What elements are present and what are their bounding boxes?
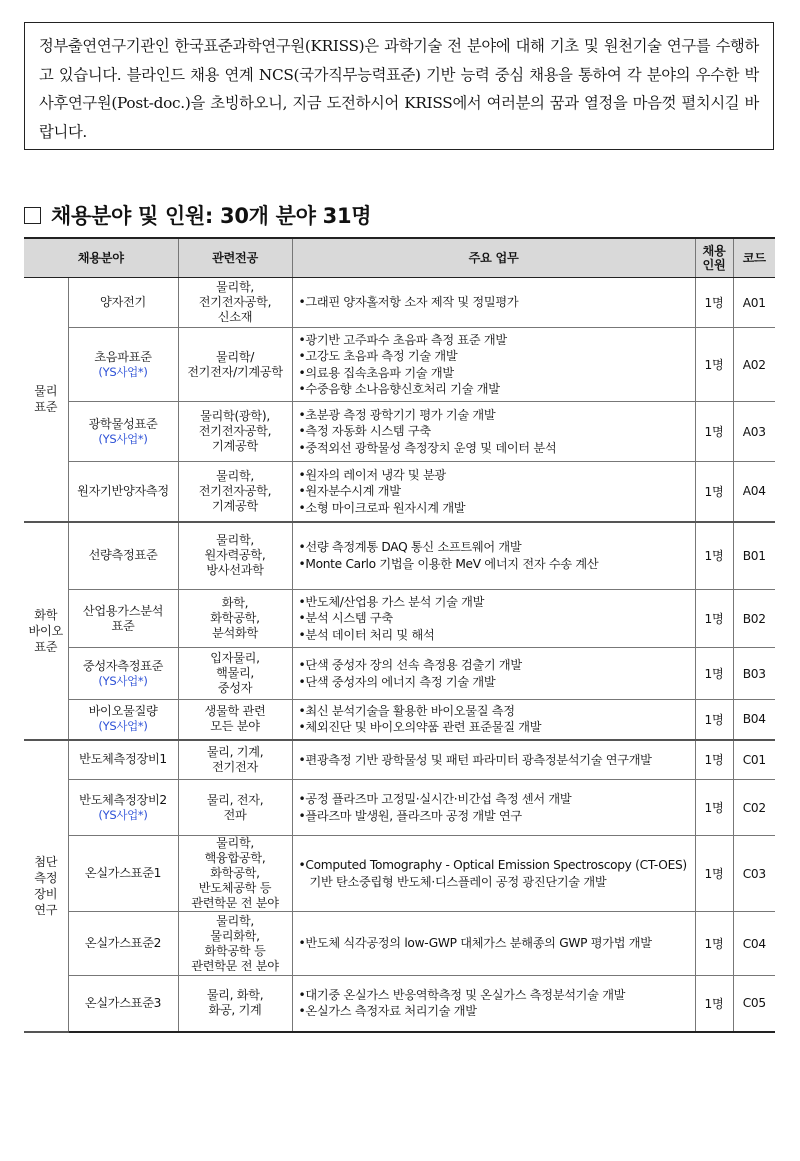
duty-item: • 공정 플라즈마 고정밀·실시간·비간섭 측정 센서 개발 [299, 791, 689, 808]
hire-count: 1명 [695, 590, 733, 648]
checkbox-square-icon [24, 207, 41, 224]
duty-item: • 소형 마이크로파 원자시계 개발 [299, 500, 689, 517]
related-major: 물리, 기계, 전기전자 [178, 740, 292, 780]
field-name-text: 온실가스표준2 [84, 936, 162, 950]
duty-item: • 편광측정 기반 광학물성 및 패턴 파라미터 광측정분석기술 연구개발 [299, 752, 689, 769]
field-code: C05 [733, 976, 775, 1032]
field-name-text: 산업용가스분석 표준 [82, 603, 164, 633]
table-row [24, 912, 775, 976]
field-code: C03 [733, 836, 775, 912]
field-name [68, 462, 178, 522]
duty-item: • 대기중 온실가스 반응역학측정 및 온실가스 측정분석기술 개발 [299, 987, 689, 1004]
header-duties: 주요 업무 [292, 238, 695, 278]
header-major: 관련전공 [178, 238, 292, 278]
duty-item: • Computed Tomography - Optical Emission Spectroscopy (CT-OES) 기반 탄소중립형 반도체·디스플레이 공정 광진단기술 개발 [299, 857, 689, 890]
table-row [24, 278, 775, 328]
duty-item: • 고강도 초음파 측정 기술 개발 [299, 348, 689, 365]
field-name-text: 선량측정표준 [88, 548, 158, 563]
field-name-text: 중성자측정표준 [82, 658, 164, 673]
hire-count: 1명 [695, 912, 733, 976]
hire-count: 1명 [695, 278, 733, 328]
related-major: 물리학, 전기전자공학, 신소재 [178, 278, 292, 328]
group-category: 화학 바이오 표준 [24, 522, 68, 740]
hire-count: 1명 [695, 836, 733, 912]
field-name-text: 반도체측정장비1 [79, 752, 167, 767]
related-major: 화학, 화학공학, 분석화학 [178, 590, 292, 648]
table-row [24, 328, 775, 402]
hire-count: 1명 [695, 700, 733, 740]
duty-item: • 광기반 고주파수 초음파 측정 표준 개발 [299, 332, 689, 349]
field-code: B03 [733, 648, 775, 700]
header-code: 코드 [733, 238, 775, 278]
duty-item: • 최신 분석기술을 활용한 바이오물질 측정 [299, 703, 689, 720]
main-duties [292, 462, 695, 522]
main-duties [292, 278, 695, 328]
field-code: A01 [733, 278, 775, 328]
field-code: C02 [733, 780, 775, 836]
duty-item: • 원자의 레이저 냉각 및 분광 [299, 467, 689, 484]
duty-item: • 반도체 식각공정의 low-GWP 대체가스 분해종의 GWP 평가법 개발 [299, 935, 689, 952]
ys-program-tag: (YS사업*) [98, 673, 148, 688]
table-row [24, 590, 775, 648]
related-major: 물리학, 핵융합공학, 화학공학, 반도체공학 등 관련학문 전 분야 [178, 836, 292, 912]
field-name-text: 바이오물질량 [88, 704, 158, 719]
main-duties [292, 836, 695, 912]
hire-count: 1명 [695, 780, 733, 836]
hire-count: 1명 [695, 462, 733, 522]
hire-count: 1명 [695, 328, 733, 402]
duty-item: • 플라즈마 발생원, 플라즈마 공정 개발 연구 [299, 808, 689, 825]
field-name [68, 522, 178, 590]
duty-item: • 의료용 집속초음파 기술 개발 [299, 365, 689, 382]
duty-item: • 단색 중성자의 에너지 측정 기술 개발 [299, 674, 689, 691]
table-row [24, 522, 775, 590]
table-header-row [24, 238, 775, 278]
duty-item: • 초분광 측정 광학기기 평가 기술 개발 [299, 407, 689, 424]
field-name [68, 278, 178, 328]
field-name [68, 700, 178, 740]
table-row [24, 780, 775, 836]
field-name [68, 648, 178, 700]
ys-program-tag: (YS사업*) [98, 719, 148, 734]
group-category: 물리 표준 [24, 278, 68, 522]
main-duties [292, 402, 695, 462]
main-duties [292, 780, 695, 836]
table-row [24, 976, 775, 1032]
field-code: C04 [733, 912, 775, 976]
main-duties [292, 328, 695, 402]
section-heading [24, 200, 371, 230]
field-name [68, 402, 178, 462]
recruitment-table [24, 237, 775, 1033]
header-count: 채용 인원 [695, 238, 733, 278]
duty-item: • 체외진단 및 바이오의약품 관련 표준물질 개발 [299, 719, 689, 736]
related-major: 생물학 관련 모든 분야 [178, 700, 292, 740]
main-duties [292, 590, 695, 648]
table-row [24, 836, 775, 912]
duty-item: • 단색 중성자 장의 선속 측정용 검출기 개발 [299, 657, 689, 674]
ys-program-tag: (YS사업*) [98, 364, 148, 379]
hire-count: 1명 [695, 402, 733, 462]
field-code: B04 [733, 700, 775, 740]
hire-count: 1명 [695, 976, 733, 1032]
duty-item: • 온실가스 측정자료 처리기술 개발 [299, 1003, 689, 1020]
field-name-text: 온실가스표준1 [84, 866, 162, 880]
related-major: 물리학, 전기전자공학, 기계공학 [178, 462, 292, 522]
duty-item: • 원자분수시계 개발 [299, 483, 689, 500]
main-duties [292, 976, 695, 1032]
duty-item: • 선량 측정계통 DAQ 통신 소프트웨어 개발 [299, 539, 689, 556]
field-code: A03 [733, 402, 775, 462]
related-major: 입자물리, 핵물리, 중성자 [178, 648, 292, 700]
main-duties [292, 700, 695, 740]
field-name [68, 780, 178, 836]
table-row [24, 700, 775, 740]
related-major: 물리학, 원자력공학, 방사선과학 [178, 522, 292, 590]
field-name-text: 광학물성표준 [88, 416, 158, 431]
field-name [68, 590, 178, 648]
field-name [68, 836, 178, 912]
field-code: C01 [733, 740, 775, 780]
field-code: A04 [733, 462, 775, 522]
main-duties [292, 522, 695, 590]
duty-item: • 그래핀 양자홀저항 소자 제작 및 정밀평가 [299, 294, 689, 311]
main-duties [292, 740, 695, 780]
table-row [24, 740, 775, 780]
field-name [68, 740, 178, 780]
related-major: 물리, 전자, 전파 [178, 780, 292, 836]
duty-item: • 반도체/산업용 가스 분석 기술 개발 [299, 594, 689, 611]
hire-count: 1명 [695, 522, 733, 590]
main-duties [292, 648, 695, 700]
hire-count: 1명 [695, 740, 733, 780]
related-major: 물리학/ 전기전자/기계공학 [178, 328, 292, 402]
related-major: 물리학, 물리화학, 화학공학 등 관련학문 전 분야 [178, 912, 292, 976]
header-field: 채용분야 [24, 238, 178, 278]
field-name-text: 반도체측정장비2 [79, 792, 167, 807]
field-code: B01 [733, 522, 775, 590]
field-name [68, 328, 178, 402]
duty-item: • Monte Carlo 기법을 이용한 MeV 에너지 전자 수송 계산 [299, 556, 689, 573]
table-row [24, 402, 775, 462]
field-name-text: 원자기반양자측정 [77, 483, 169, 498]
duty-item: • 분석 데이터 처리 및 해석 [299, 627, 689, 644]
ys-program-tag: (YS사업*) [98, 807, 148, 822]
intro-paragraph: 정부출연연구기관인 한국표준과학연구원(KRISS)은 과학기술 전 분야에 대해 기초 및 원천기술 연구를 수행하고 있습니다. 블라인드 채용 연계 NCS(국가직무능력표준) 기반 능력 중심 채용을 통하여 각 분야의 우수한 박사후연구원(Post-doc.)을 초빙하오니, 지금 도전하시어 KRISS에서 여러분의 꿈과 열정을 마음껏 펼치시길 바랍니다. [24, 22, 774, 150]
ys-program-tag: (YS사업*) [98, 431, 148, 446]
field-name [68, 912, 178, 976]
duty-item: • 측정 자동화 시스템 구축 [299, 423, 689, 440]
group-category: 첨단 측정 장비 연구 [24, 740, 68, 1032]
duty-item: • 중적외선 광학물성 측정장치 운영 및 데이터 분석 [299, 440, 689, 457]
main-duties [292, 912, 695, 976]
hire-count: 1명 [695, 648, 733, 700]
table-row [24, 648, 775, 700]
field-name-text: 온실가스표준3 [84, 995, 162, 1010]
section-title: 채용분야 및 인원: 30개 분야 31명 [51, 204, 372, 228]
duty-item: • 수중음향 소나음향신호처리 기술 개발 [299, 381, 689, 398]
table-row [24, 462, 775, 522]
duty-item: • 분석 시스템 구축 [299, 610, 689, 627]
related-major: 물리, 화학, 화공, 기계 [178, 976, 292, 1032]
field-code: B02 [733, 590, 775, 648]
related-major: 물리학(광학), 전기전자공학, 기계공학 [178, 402, 292, 462]
field-name-text: 양자전기 [100, 295, 146, 309]
field-code: A02 [733, 328, 775, 402]
field-name [68, 976, 178, 1032]
field-name-text: 초음파표준 [94, 349, 152, 364]
